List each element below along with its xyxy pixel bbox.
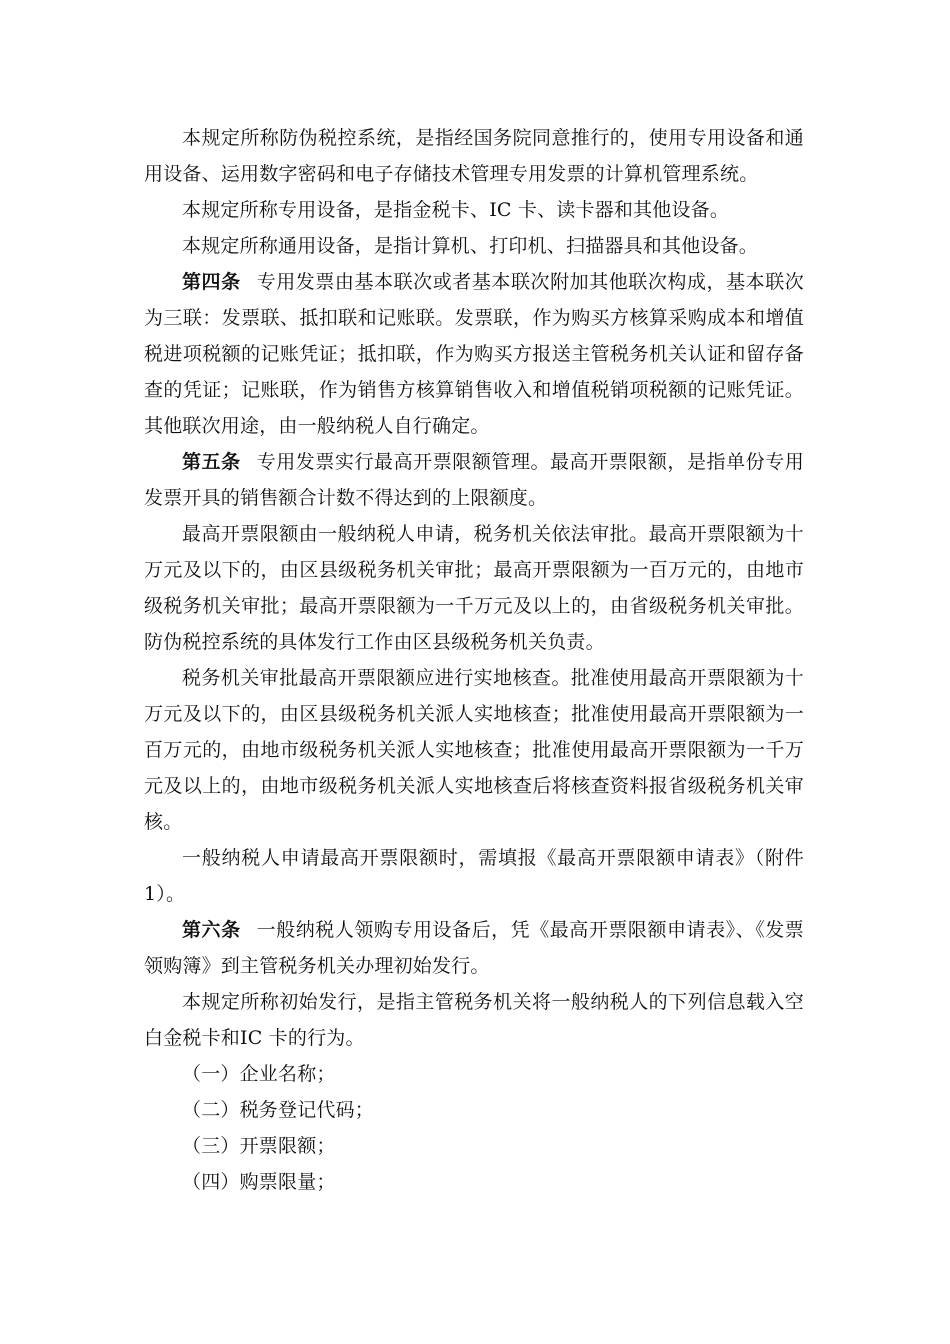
paragraph-application-form: 一般纳税人申请最高开票限额时，需填报《最高开票限额申请表》（附件1）。 <box>144 847 804 905</box>
paragraph-site-inspection: 税务机关审批最高开票限额应进行实地核查。批准使用最高开票限额为十万元及以下的，由区县级税务机关派人实地核查；批准使用最高开票限额为一百万元的，由地市级税务机关派人实地核查；批准使用最高开票限额为一千万元及以上的，由地市级税务机关派人实地核查后将核查资料报省级税务机关审核。 <box>144 667 804 833</box>
paragraph-initial-issuance: 本规定所称初始发行，是指主管税务机关将一般纳税人的下列信息载入空白金税卡和IC 卡的行为。 <box>144 991 804 1049</box>
list-item: （二）税务登记代码； <box>182 1099 375 1121</box>
list-item: （一）企业名称； <box>182 1063 336 1085</box>
list-item: （四）购票限量； <box>182 1171 336 1193</box>
paragraph-limit-approval: 最高开票限额由一般纳税人申请，税务机关依法审批。最高开票限额为十万元及以下的，由区县级税务机关审批；最高开票限额为一百万元的，由地市级税务机关审批；最高开票限额为一千万元及以上的，由省级税务机关审批。防伪税控系统的具体发行工作由区县级税务机关负责。 <box>144 523 804 653</box>
paragraph-special-equipment: 本规定所称专用设备，是指金税卡、IC 卡、读卡器和其他设备。 <box>182 199 730 221</box>
article-5 <box>144 444 804 516</box>
list-item: （三）开票限额； <box>182 1135 336 1157</box>
article-4-label: 第四条 <box>182 271 241 293</box>
info-list <box>144 1056 804 1200</box>
paragraph-anti-counterfeit-system: 本规定所称防伪税控系统，是指经国务院同意推行的，使用专用设备和通用设备、运用数字密码和电子存储技术管理专用发票的计算机管理系统。 <box>144 127 804 185</box>
article-4-text: 专用发票由基本联次或者基本联次附加其他联次构成，基本联次为三联：发票联、抵扣联和记账联。发票联，作为购买方核算采购成本和增值税进项税额的记账凭证；抵扣联，作为购买方报送主管税务机关认证和留存备查的凭证；记账联，作为销售方核算销售收入和增值税销项税额的记账凭证。其他联次用途，由一般纳税人自行确定。 <box>144 271 804 437</box>
article-5-label: 第五条 <box>182 451 241 473</box>
article-5-text: 专用发票实行最高开票限额管理。最高开票限额，是指单份专用发票开具的销售额合计数不得达到的上限额度。 <box>144 451 804 509</box>
article-4 <box>144 264 804 444</box>
article-6-label: 第六条 <box>182 919 241 941</box>
paragraph-general-equipment: 本规定所称通用设备，是指计算机、打印机、扫描器具和其他设备。 <box>182 235 759 257</box>
article-6-text: 一般纳税人领购专用设备后，凭《最高开票限额申请表》、《发票领购簿》到主管税务机关办理初始发行。 <box>144 919 804 977</box>
article-6 <box>144 912 804 984</box>
document-page <box>144 120 804 1200</box>
